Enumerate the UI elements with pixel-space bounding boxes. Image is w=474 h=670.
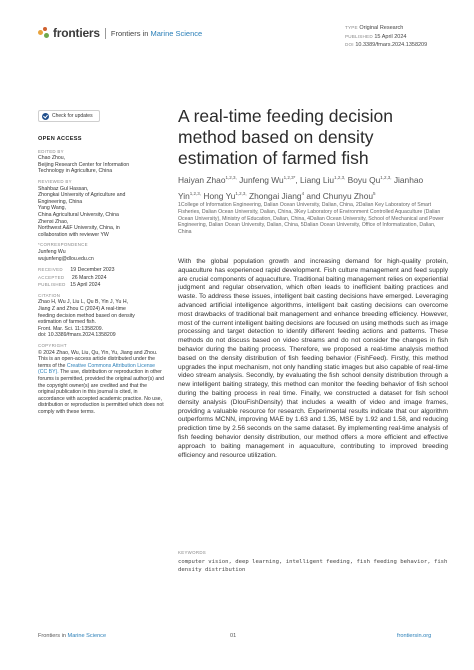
abstract: With the global population growth and increasing demand for high-quality protein, aquaculture has experienced rapid development. Fish culture management and feed supply are crucial components of aquaculture. Traditional baiting management relies on experiential judgment and regular observation, which often leads to inefficient baiting practices and waste. To address these issues, intelligent bait casting decisions have emerged. Leveraging advanced artificial intelligence algorithms, intelligent bait casting decisions can overcome most drawbacks of traditional bait management and enhance breeding efficiency. However, most of the current intelligent baiting decisions are focused on using methods such as image processing and target detection to identify different feeding actions and patterns. These methods do not discuss based on video streams and do not consider the changes in fish behavior during the baiting process. Therefore, we proposed a real-time analysis method based on the density distribution of fish feeding behavior (FishFeed). Firstly, this method upgrades the input mechanism, not only handling static images but also capable of real-time video stream analysis. Secondly, by evaluating the fish school density distribution through a new intelligent baiting strategy, this method can monitor the feeding behavior of fish school during the baiting process in real time. Finally, we constructed a dataset for fish school density analysis (DlouFishDensity) that includes a wealth of video and image frames, providing a valuable resource for research. Experimental results indicate that our algorithm outperforms MCNN, improving MAE by 1.63 and 1.35, MSE by 1.92 and 1.58, and reducing prediction time by 2.56 seconds on the same dataset. By implementing real-time analysis of fish feeding behavior density distribution, our method offers a more efficient and effective approach to baiting management in aquaculture, contributing to improved breeding efficiency and resource utilization.: [178, 258, 448, 459]
open-access-label: OPEN ACCESS: [38, 136, 82, 142]
keywords: computer vision, deep learning, intelligent feeding, fish feeding behavior, fish density distribution: [178, 559, 448, 573]
published-row: PUBLISHED 15 April 2024: [38, 282, 101, 289]
check-updates-button[interactable]: Check for updates: [38, 110, 100, 122]
header-divider: [105, 28, 106, 39]
reviewed-by: Shahbaz Gul Hassan, Zhongkai University of Agriculture and Engineering, China Yang Wang, China Agricultural University, China Zhenxi Zhao, Northwest A&F University, China, in collaboration with reviewer YW: [38, 185, 126, 238]
cc-by-link[interactable]: Creative Commons Attribution License (CC BY).: [38, 362, 156, 376]
journal-name[interactable]: Frontiers in Marine Science: [110, 28, 203, 38]
citation: Zhao H, Wu J, Liu L, Qu B, Yin J, Yu H, Jiang Z and Zhou C (2024) A real-time feeding decision method based on density estimation of farmed fish. Front. Mar. Sci. 11:1358209. doi: 10.3389/fmars.2024.1358209: [38, 299, 135, 339]
frontiers-logo-text: frontiers: [53, 26, 100, 40]
check-icon: [42, 113, 49, 120]
author-list: Haiyan Zhao$^{1,2,3,}$ Junfeng $Wu^{1,2,3*}$, Liang Liu$^{1,2,3,}$ Boyu $Qu^{1,2,3,}$ Jianhao Yin$^{1,2,3,}$ Hong $Yu^{1,2,3,}$ Zhongai Jiang$^4$ and Chunyu Zhou$^5$: [178, 174, 424, 201]
article-type: Original Research: [359, 25, 404, 31]
article-title: A real-time feeding decision method based on density estimation of farmed fish: [178, 106, 393, 168]
received-row: RECEIVED 19 December 2023: [38, 267, 115, 274]
accepted-row: ACCEPTED 26 March 2024: [38, 274, 107, 281]
published-date: 15 April 2024: [374, 33, 407, 40]
frontiers-logo-icon: [38, 27, 50, 39]
article-meta: TYPE Original Research PUBLISHED 15 April 2024 DOI 10.3389/fmars.2024.1358209: [345, 25, 428, 48]
footer-site-link[interactable]: frontiersin.org: [397, 633, 432, 639]
page-number: 01: [230, 633, 237, 639]
footer-journal[interactable]: Frontiers in Marine Science: [38, 633, 107, 639]
sidebar: OPEN ACCESS EDITED BY Chao Zhou, Beijing Research Center for Information Technology in Agriculture, China REVIEWED BY Shahbaz Gul Hassan, Zhongkai University of Agriculture and Engineering, China Yang Wang, China Agricultural University, China Zhenxi Zhao, Northwest A&F University, China, in collaboration with reviewer YW *CORRESPONDENCE Junfeng Wu wujunfeng@dlou.edu.cn RECEIVED 19 December 2023 ACCEPTED 26 March 2024 PUBLISHED 15 April 2024 CITATION Zhao H, Wu J, Liu L, Qu B, Yin J, Yu H, Jiang Z and Zhou C (2024) A real-time feeding decision method based on density estimation of farmed fish. Front. Mar. Sci. 11:1358209. doi: 10.3389/fmars.2024.1358209 COPYRIGHT © 2024 Zhao, Wu, Liu, Qu, Yin, Yu, Jiang and Zhou. This is an open-access article distributed under the terms of the Creative Commons Attribution License (CC BY). The use, distribution or reproduction in other forums is permitted, provided the original author(s) and the copyright owner(s) are credited and that the original publication in this journal is cited, in accordance with accepted academic practice. No use, distribution or reproduction is permitted which does not comply with these terms.: [38, 136, 165, 415]
copyright: © 2024 Zhao, Wu, Liu, Qu, Yin, Yu, Jiang and Zhou. This is an open-access article distributed under the terms of the Creative Commons Attribution License (CC BY). The use, distribution or reproduction in other forums is permitted, provided the original author(s) and the copyright owner(s) are credited and that the original publication in this journal is cited, in accordance with accepted academic practice. No use, distribution or reproduction is permitted which does not comply with these terms.: [38, 349, 165, 415]
affiliations: 1College of Information Engineering, Dalian Ocean University, Dalian, China, 2Dalian Key Laboratory of Smart Fisheries, Dalian Ocean University, Dalian, China, 3Key Laboratory of Environment Controlled Aquaculture (Dalian Ocean University), Ministry of Education, Dalian, China, 4Dalian Ocean University, School of Mechanical and Power Engineering, Dalian Ocean University, Dalian, China, 5Dalian Ocean University, Office of Informatization, Dalian, China: [178, 202, 444, 236]
correspondence[interactable]: Junfeng Wu wujunfeng@dlou.edu.cn: [38, 248, 94, 262]
edited-by: Chao Zhou, Beijing Research Center for Information Technology in Agriculture, China: [38, 155, 130, 175]
doi[interactable]: 10.3389/fmars.2024.1358209: [355, 42, 428, 48]
journal-header: [38, 26, 202, 40]
keywords-label: KEYWORDS: [178, 550, 207, 555]
